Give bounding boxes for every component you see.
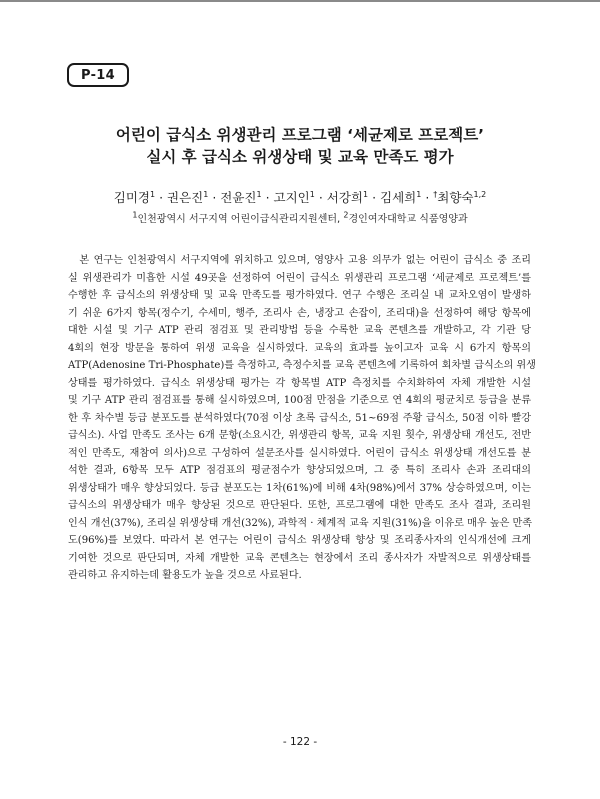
affiliation-1: 인천광역시 서구지역 어린이급식관리지원센터, (137, 214, 344, 225)
abstract-line: 위생상태가 매우 향상되었다. 등급 분포도는 1차(61%)에 비해 4차(98%)에서 37% 상승하였으며, 이는 (68, 482, 531, 494)
author-affiliation-marker: 1,2 (473, 189, 487, 199)
author-separator: · (368, 190, 381, 205)
poster-id-badge: P-14 (67, 63, 129, 87)
abstract-body (68, 252, 536, 585)
author-name: 권은진 (167, 190, 204, 205)
abstract-line: 상태를 평가하였다. 급식소 위생상태 평가는 각 항목별 ATP 측정치를 수치화하여 자체 개발한 시설 (68, 377, 531, 389)
author-separator: · (421, 190, 434, 205)
author-separator: · (314, 190, 327, 205)
affiliation-2-marker: 2 (343, 210, 349, 220)
affiliations (40, 210, 560, 225)
abstract-line: 수행한 후 급식소의 위생상태 및 교육 만족도를 평가하였다. 연구 수행은 조리실 내 교차오염이 발생하 (68, 290, 531, 301)
author-affiliation-marker: 1 (256, 189, 262, 199)
abstract-line: 한 후 차수별 등급 분포도를 분석하였다(70점 이상 초록 급식소, 51~69점 주황 급식소, 50점 이하 빨강 (68, 412, 531, 424)
abstract-line: 기 쉬운 6가지 항목(정수기, 수세미, 행주, 조리사 손, 냉장고 손잡이, 조리대)을 선정하여 해당 항목에 (68, 307, 531, 319)
abstract-line: 기여한 것으로 판단되며, 자체 개발한 교육 콘텐츠는 현장에서 조리 종사자가 자발적으로 위생상태를 (68, 552, 531, 564)
author-affiliation-marker: 1 (150, 189, 156, 199)
author-name: 전윤진 (220, 190, 257, 205)
paper-title (60, 124, 540, 168)
abstract-line: ATP(Adenosine Tri-Phosphate)를 측정하고, 측정수치를 교육 콘텐츠에 기록하여 회차별 급식소의 위생 (68, 360, 536, 371)
abstract-line: 본 연구는 인천광역시 서구지역에 위치하고 있으며, 영양사 고용 의무가 없는 어린이 급식소 중 조리 (68, 255, 531, 266)
page-number: - 122 - (282, 736, 318, 748)
author-name: 최향숙 (437, 190, 474, 205)
author-affiliation-marker: 1 (203, 189, 209, 199)
author-affiliation-marker: 1 (363, 189, 369, 199)
author-list (40, 188, 560, 206)
abstract-line: 4회의 현장 방문을 통하여 위생 교육을 실시하였다. 교육의 효과를 높이고자 교육 시 6가지 항목의 (68, 342, 531, 354)
author-affiliation-marker: 1 (309, 189, 315, 199)
corresponding-author-marker: † (433, 189, 438, 199)
author-separator: · (155, 190, 168, 205)
abstract-line: 급식소). 사업 만족도 조사는 6개 문항(소요시간, 위생관리 항목, 교육 지원 횟수, 위생상태 개선도, 전반 (68, 430, 531, 441)
abstract-line: 및 기구 ATP 관리 점검표를 통해 실시하였으며, 100점 만점을 기준으로 연 4회의 평균치로 등급을 분류 (68, 395, 531, 406)
affiliation-1-marker: 1 (132, 210, 138, 220)
author-name: 김세희 (380, 190, 417, 205)
author-separator: · (208, 190, 221, 205)
author-name: 고지인 (273, 190, 310, 205)
abstract-line: 석한 결과, 6항목 모두 ATP 점검표의 평균점수가 향상되었으며, 그 중 특히 조리사 손과 조리대의 (68, 465, 531, 476)
affiliation-2: 경인여자대학교 식품영양과 (348, 214, 468, 225)
abstract-line: 인식 개선(37%), 조리실 위생상태 개선(32%), 과학적 · 체계적 교육 지원(31%)을 이유로 매우 높은 만족 (68, 517, 533, 529)
abstract-line: 실 위생관리가 미흡한 시설 49곳을 선정하여 어린이 급식소 위생관리 프로그램 ‘세균제로 프로젝트’를 (68, 272, 531, 284)
top-rule (0, 0, 600, 2)
author-name: 김미경 (113, 190, 150, 205)
abstract-line: 대한 시설 및 기구 ATP 관리 점검표 및 관리방법 등을 수록한 교육 콘텐츠를 개발하고, 각 기관 당 (68, 325, 531, 336)
author-name: 서강희 (326, 190, 363, 205)
author-separator: · (261, 190, 274, 205)
title-line-1: 어린이 급식소 위생관리 프로그램 ‘세균제로 프로젝트’ (115, 126, 485, 144)
abstract-line: 도(96%)를 보였다. 따라서 본 연구는 어린이 급식소 위생상태 향상 및 조리종사자의 인식개선에 크게 (68, 535, 531, 546)
abstract-line: 급식소의 위생상태가 매우 향상된 것으로 판단된다. 또한, 프로그램에 대한 만족도 조사 결과, 조리원 (68, 500, 531, 511)
abstract-line: 적인 만족도, 재참여 의사)으로 구성하여 설문조사를 실시하였다. 어린이 급식소 위생상태 개선도를 분 (68, 447, 531, 459)
title-line-2: 실시 후 급식소 위생상태 및 교육 만족도 평가 (146, 148, 454, 166)
abstract-line: 관리하고 유지하는데 활용도가 높을 것으로 사료된다. (68, 570, 302, 581)
author-affiliation-marker: 1 (416, 189, 422, 199)
